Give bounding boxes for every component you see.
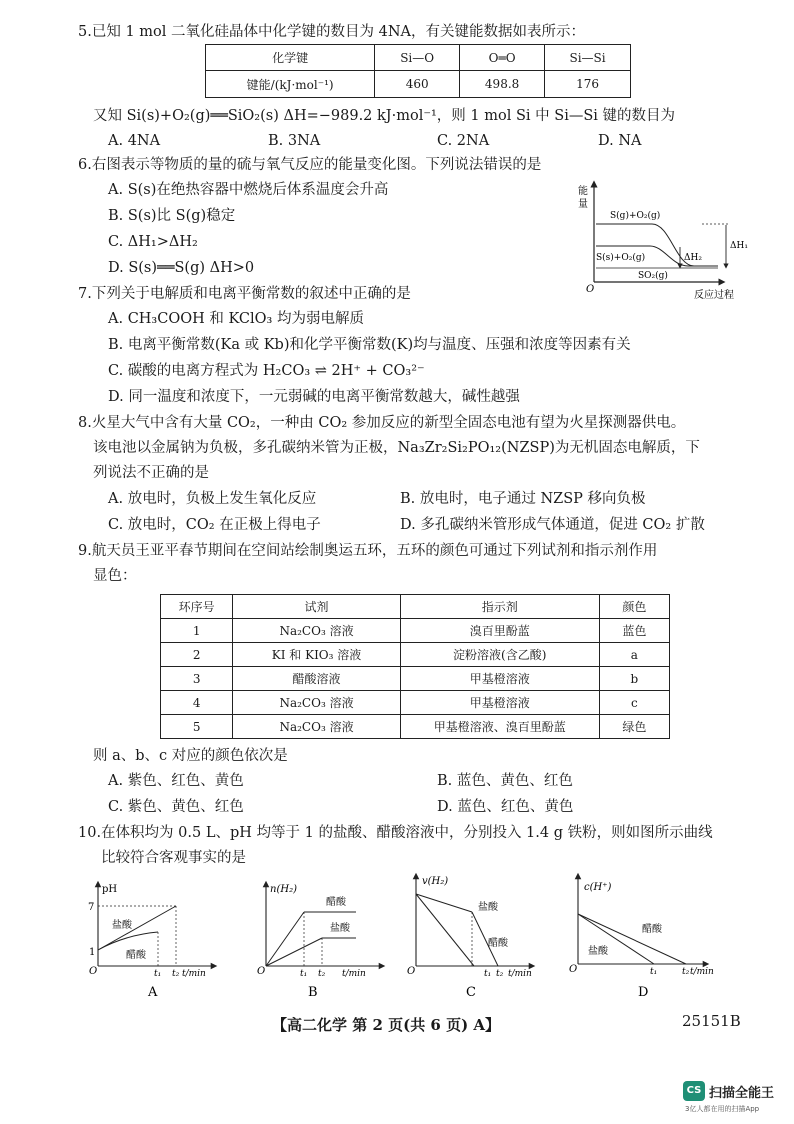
- q7-stem: 7.下列关于电解质和电离平衡常数的叙述中正确的是: [78, 286, 411, 302]
- q9-option-a: A. 紫色、红色、黄色: [108, 773, 244, 789]
- q8-option-a: A. 放电时，负极上发生氧化反应: [108, 491, 317, 507]
- table-cell: 4: [161, 691, 233, 715]
- graph-a-curve-hac: [98, 932, 158, 950]
- table-cell: 460: [375, 71, 460, 98]
- table-header-cell: 颜色: [599, 595, 669, 619]
- q6-option-b: B. S(s)比 S(g)稳定: [108, 208, 236, 224]
- graph-a-t1: t₁: [154, 969, 162, 979]
- q7-option-c: C. 碳酸的电离方程式为 H₂CO₃ ⇌ 2H⁺ + CO₃²⁻: [108, 363, 425, 379]
- q7-option-a: A. CH₃COOH 和 KClO₃ 均为弱电解质: [108, 311, 364, 327]
- table-cell: 甲基橙溶液: [400, 691, 599, 715]
- graph-c: [404, 870, 544, 1000]
- graph-c-ylabel: v(H₂): [422, 876, 449, 887]
- graph-c-label-2: 醋酸: [488, 938, 508, 949]
- graph-d-label-1: 醋酸: [642, 924, 662, 935]
- label-mid-species: S(s)+O₂(g): [596, 253, 646, 263]
- label-bottom-species: SO₂(g): [638, 271, 668, 281]
- table-row: [161, 643, 670, 667]
- q5-option-d: D. NA: [598, 133, 642, 149]
- graph-b-ylabel: n(H₂): [270, 884, 297, 895]
- q6-stem: 6.右图表示等物质的量的硫与氧气反应的能量变化图。下列说法错误的是: [78, 157, 542, 173]
- table-cell: Na₂CO₃ 溶液: [233, 619, 401, 643]
- graph-d-origin: O: [569, 964, 578, 975]
- graph-a: [86, 878, 226, 1000]
- table-cell: 176: [545, 71, 631, 98]
- table-cell: 键能/(kJ·mol⁻¹): [206, 71, 375, 98]
- graph-b-curve-hcl: [266, 938, 322, 966]
- q5-stem-2: 又知 Si(s)+O₂(g)══SiO₂(s) ΔH=−989.2 kJ·mol⁻¹，则 1 mol Si 中 Si—Si 键的数目为: [93, 108, 676, 124]
- table-cell: a: [599, 643, 669, 667]
- graph-c-origin: O: [407, 966, 416, 977]
- table-row: [161, 715, 670, 739]
- q9-option-b: B. 蓝色、黄色、红色: [437, 773, 573, 789]
- table-cell: 蓝色: [599, 619, 669, 643]
- dh1-label: ΔH₁: [730, 241, 748, 251]
- q9-after: 则 a、b、c 对应的颜色依次是: [93, 748, 288, 764]
- table-header-cell: 化学键: [206, 45, 375, 71]
- q9-option-d: D. 蓝色、红色、黄色: [437, 799, 574, 815]
- page-footer: 【高二化学 第 2 页(共 6 页) A】: [272, 1016, 501, 1034]
- graph-d-t2: t₂: [682, 967, 690, 977]
- graph-c-t1: t₁: [484, 969, 492, 979]
- graph-b-letter: B: [308, 985, 318, 1000]
- q8-stem-line-1: 8.火星大气中含有大量 CO₂，一种由 CO₂ 参加反应的新型全固态电池有望为火星探测器供电。: [78, 415, 686, 431]
- table-cell: 甲基橙溶液: [400, 667, 599, 691]
- q5-stem: 5.已知 1 mol 二氧化硅晶体中化学键的数目为 4NA，有关键能数据如表所示：: [78, 24, 585, 40]
- table-cell: Na₂CO₃ 溶液: [233, 715, 401, 739]
- paper-code: 25151B: [682, 1012, 741, 1030]
- graph-a-ystart: 1: [89, 947, 96, 958]
- q6-option-c: C. ΔH₁>ΔH₂: [108, 234, 198, 250]
- q8-stem-line-3: 列说法不正确的是: [93, 465, 209, 481]
- dh2-label: ΔH₂: [684, 253, 702, 263]
- graph-d-label-2: 盐酸: [588, 946, 608, 957]
- table-row: [161, 691, 670, 715]
- graph-a-label-1: 盐酸: [112, 920, 132, 931]
- table-cell: Na₂CO₃ 溶液: [233, 691, 401, 715]
- table-header-cell: 指示剂: [400, 595, 599, 619]
- q9-stem-line-2: 显色：: [93, 568, 137, 584]
- q10-stem-line-2: 比较符合客观事实的是: [101, 850, 246, 866]
- graph-a-xlabel: t/min: [182, 969, 206, 979]
- origin-label: O: [586, 284, 595, 295]
- graph-c-curve-hcl: [416, 894, 474, 966]
- q9-stem-line-1: 9.航天员王亚平春节期间在空间站绘制奥运五环，五环的颜色可通过下列试剂和指示剂作用: [78, 543, 658, 559]
- graph-b-xlabel: t/min: [342, 969, 366, 979]
- graph-d-xlabel: t/min: [690, 967, 714, 977]
- table-header-cell: 试剂: [233, 595, 401, 619]
- y-label-1: 能: [578, 186, 588, 197]
- table-row: [161, 619, 670, 643]
- graph-a-letter: A: [148, 985, 158, 1000]
- graph-b-origin: O: [257, 966, 266, 977]
- q7-option-d: D. 同一温度和浓度下，一元弱碱的电离平衡常数越大，碱性越强: [108, 389, 520, 405]
- q8-option-b: B. 放电时，电子通过 NZSP 移向负极: [400, 491, 646, 507]
- scanner-name: 扫描全能王: [709, 1086, 775, 1101]
- table-cell: 1: [161, 619, 233, 643]
- q8-stem-line-2: 该电池以金属钠为负极，多孔碳纳米管为正极，Na₃Zr₂Si₂PO₁₂(NZSP)为无机固态电解质，下: [93, 440, 700, 456]
- graph-b-curve-hac: [266, 912, 304, 966]
- graph-b-label-2: 盐酸: [330, 923, 350, 934]
- graph-a-curve-hcl: [98, 906, 176, 950]
- graph-c-letter: C: [466, 985, 476, 1000]
- graph-c-xlabel: t/min: [508, 969, 532, 979]
- graph-a-ytop: 7: [88, 902, 95, 913]
- q5-option-c: C. 2NA: [437, 133, 490, 149]
- ring-color-table: [160, 594, 670, 739]
- table-row: [161, 667, 670, 691]
- table-header-cell: O═O: [460, 45, 545, 71]
- q5-option-a: A. 4NA: [108, 133, 161, 149]
- graph-c-t2: t₂: [496, 969, 504, 979]
- y-label-2: 量: [578, 199, 588, 210]
- table-cell: c: [599, 691, 669, 715]
- scanner-logo: CS: [683, 1081, 705, 1101]
- table-cell: 2: [161, 643, 233, 667]
- table-cell: 甲基橙溶液、溴百里酚蓝: [400, 715, 599, 739]
- bond-energy-table: [205, 44, 631, 98]
- graph-a-origin: O: [89, 966, 98, 977]
- graph-d: [566, 870, 716, 1000]
- label-top-species: S(g)+O₂(g): [610, 211, 661, 221]
- table-cell: 溴百里酚蓝: [400, 619, 599, 643]
- energy-diagram: [572, 178, 752, 304]
- q8-option-d: D. 多孔碳纳米管形成气体通道，促进 CO₂ 扩散: [400, 517, 705, 533]
- table-cell: 3: [161, 667, 233, 691]
- table-cell: 5: [161, 715, 233, 739]
- table-header-cell: Si—O: [375, 45, 460, 71]
- x-label: 反应过程: [694, 290, 734, 301]
- graph-c-label-1: 盐酸: [478, 902, 498, 913]
- table-cell: KI 和 KIO₃ 溶液: [233, 643, 401, 667]
- scanner-tagline: 3亿人都在用的扫描App: [685, 1105, 760, 1113]
- q6-option-a: A. S(s)在绝热容器中燃烧后体系温度会升高: [108, 182, 389, 198]
- q6-option-d: D. S(s)══S(g) ΔH>0: [108, 260, 255, 276]
- graph-d-ylabel: c(H⁺): [584, 882, 612, 893]
- table-cell: 498.8: [460, 71, 545, 98]
- graph-a-t2: t₂: [172, 969, 180, 979]
- graph-c-curve-hac: [416, 894, 472, 912]
- graph-b-t1: t₁: [300, 969, 308, 979]
- q7-option-b: B. 电离平衡常数(Ka 或 Kb)和化学平衡常数(K)均与温度、压强和浓度等因素有关: [108, 337, 631, 353]
- q10-stem-line-1: 10.在体积均为 0.5 L、pH 均等于 1 的盐酸、醋酸溶液中，分别投入 1.4 g 铁粉，则如图所示曲线: [78, 825, 713, 841]
- table-header-cell: 环序号: [161, 595, 233, 619]
- table-header-cell: Si—Si: [545, 45, 631, 71]
- graph-a-label-2: 醋酸: [126, 950, 146, 961]
- graph-b-label-1: 醋酸: [326, 897, 346, 908]
- table-cell: 淀粉溶液(含乙酸): [400, 643, 599, 667]
- table-cell: 绿色: [599, 715, 669, 739]
- graph-b: [256, 878, 396, 1000]
- graph-b-t2: t₂: [318, 969, 326, 979]
- table-cell: 醋酸溶液: [233, 667, 401, 691]
- q8-option-c: C. 放电时，CO₂ 在正极上得电子: [108, 517, 321, 533]
- q5-option-b: B. 3NA: [268, 133, 321, 149]
- q9-option-c: C. 紫色、黄色、红色: [108, 799, 244, 815]
- graph-d-letter: D: [638, 985, 649, 1000]
- table-cell: b: [599, 667, 669, 691]
- graph-d-t1: t₁: [650, 967, 658, 977]
- graph-a-ylabel: pH: [102, 884, 118, 895]
